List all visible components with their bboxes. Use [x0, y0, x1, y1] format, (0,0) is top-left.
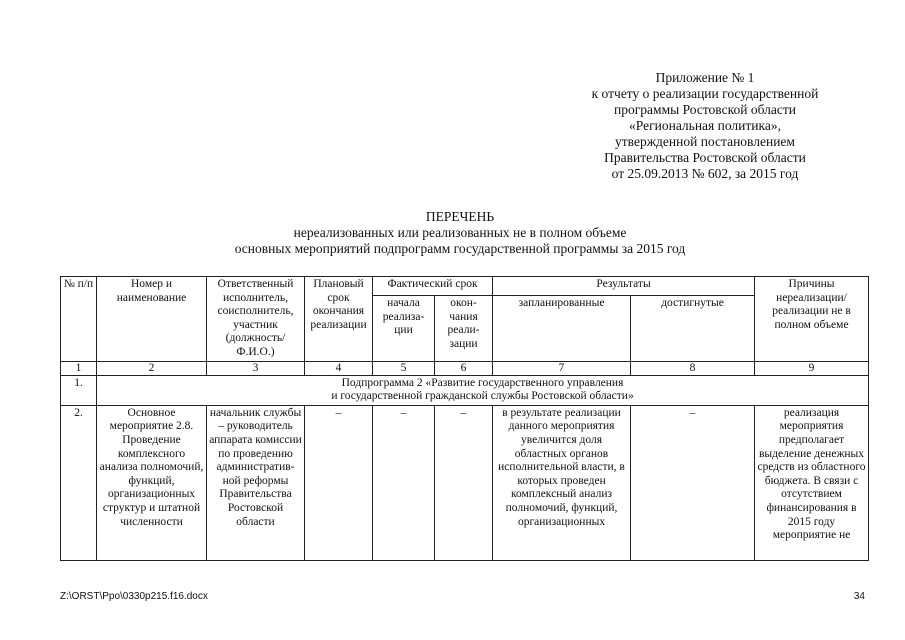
header-row	[61, 277, 869, 296]
column-number: 2	[97, 361, 207, 375]
section-title-line: и государственной гражданской службы Ростовской области»	[331, 390, 634, 403]
column-number: 1	[61, 361, 97, 375]
row-results-achieved: –	[631, 405, 755, 560]
column-number: 8	[631, 361, 755, 375]
appendix-line: Правительства Ростовской области	[604, 150, 806, 165]
appendix-line: утвержденной постановлением	[615, 134, 795, 149]
row-actual-start: –	[373, 405, 435, 560]
header-reasons: Причины нереализации/ реализации не в полном объеме	[755, 277, 869, 362]
header-responsible: Ответственный исполнитель, соисполнитель, участник (должность/ Ф.И.О.)	[207, 277, 305, 362]
column-number: 7	[493, 361, 631, 375]
column-number: 6	[435, 361, 493, 375]
section-title-line: Подпрограмма 2 «Развитие государственного управления	[341, 376, 624, 389]
column-numbers-row	[61, 361, 869, 375]
appendix-line: от 25.09.2013 № 602, за 2015 год	[611, 166, 799, 181]
header-num: № п/п	[61, 277, 97, 362]
section-row	[61, 375, 869, 405]
header-results-planned: запланированные	[493, 295, 631, 361]
page-number: 34	[853, 591, 865, 602]
row-name: Основное мероприятие 2.8. Проведение комплексного анализа полномочий, функций, организационных структур и штатной численности	[97, 405, 207, 560]
section-num: 1.	[61, 375, 97, 405]
column-number: 4	[305, 361, 373, 375]
heading-line: основных мероприятий подпрограмм государственной программы за 2015 год	[234, 241, 686, 256]
header-actual: Фактический срок	[373, 277, 493, 296]
column-number: 9	[755, 361, 869, 375]
footer-file-path: Z:\ORST\Ppo\0330p215.f16.docx	[60, 591, 208, 602]
row-results-planned: в результате реализации данного мероприятия увеличится доля областных органов исполнительной власти, в которых проведен комплексный анализ полномочий, функций, организационных	[493, 405, 631, 560]
column-number: 3	[207, 361, 305, 375]
heading-line: нереализованных или реализованных не в полном объеме	[293, 225, 627, 240]
report-table	[60, 276, 869, 561]
row-actual-end: –	[435, 405, 493, 560]
heading-title: ПЕРЕЧЕНЬ	[425, 209, 495, 224]
header-name: Номер и наименование	[97, 277, 207, 362]
appendix-line: Приложение № 1	[655, 70, 755, 85]
table-row	[61, 405, 869, 560]
appendix-line: программы Ростовской области	[614, 102, 796, 117]
header-actual-end: окон- чания реали- зации	[435, 295, 493, 361]
row-num: 2.	[61, 405, 97, 560]
row-planned: –	[305, 405, 373, 560]
appendix-block	[545, 70, 865, 182]
appendix-line: «Региональная политика»,	[629, 118, 781, 133]
section-title	[97, 375, 869, 405]
header-results: Результаты	[493, 277, 755, 296]
appendix-line: к отчету о реализации государственной	[591, 86, 819, 101]
row-reasons: реализация мероприятия предполагает выделение денежных средств из областного бюджета. В связи с отсутствием финансирования в 2015 году мероприятие не	[755, 405, 869, 560]
row-responsible: начальник службы – руководитель аппарата комиссии по проведению административ- ной реформы Правительства Ростовской области	[207, 405, 305, 560]
document-heading	[150, 209, 770, 257]
header-actual-start: начала реализа- ции	[373, 295, 435, 361]
column-number: 5	[373, 361, 435, 375]
header-results-achieved: достигнутые	[631, 295, 755, 361]
header-planned: Плановый срок окончания реализации	[305, 277, 373, 362]
